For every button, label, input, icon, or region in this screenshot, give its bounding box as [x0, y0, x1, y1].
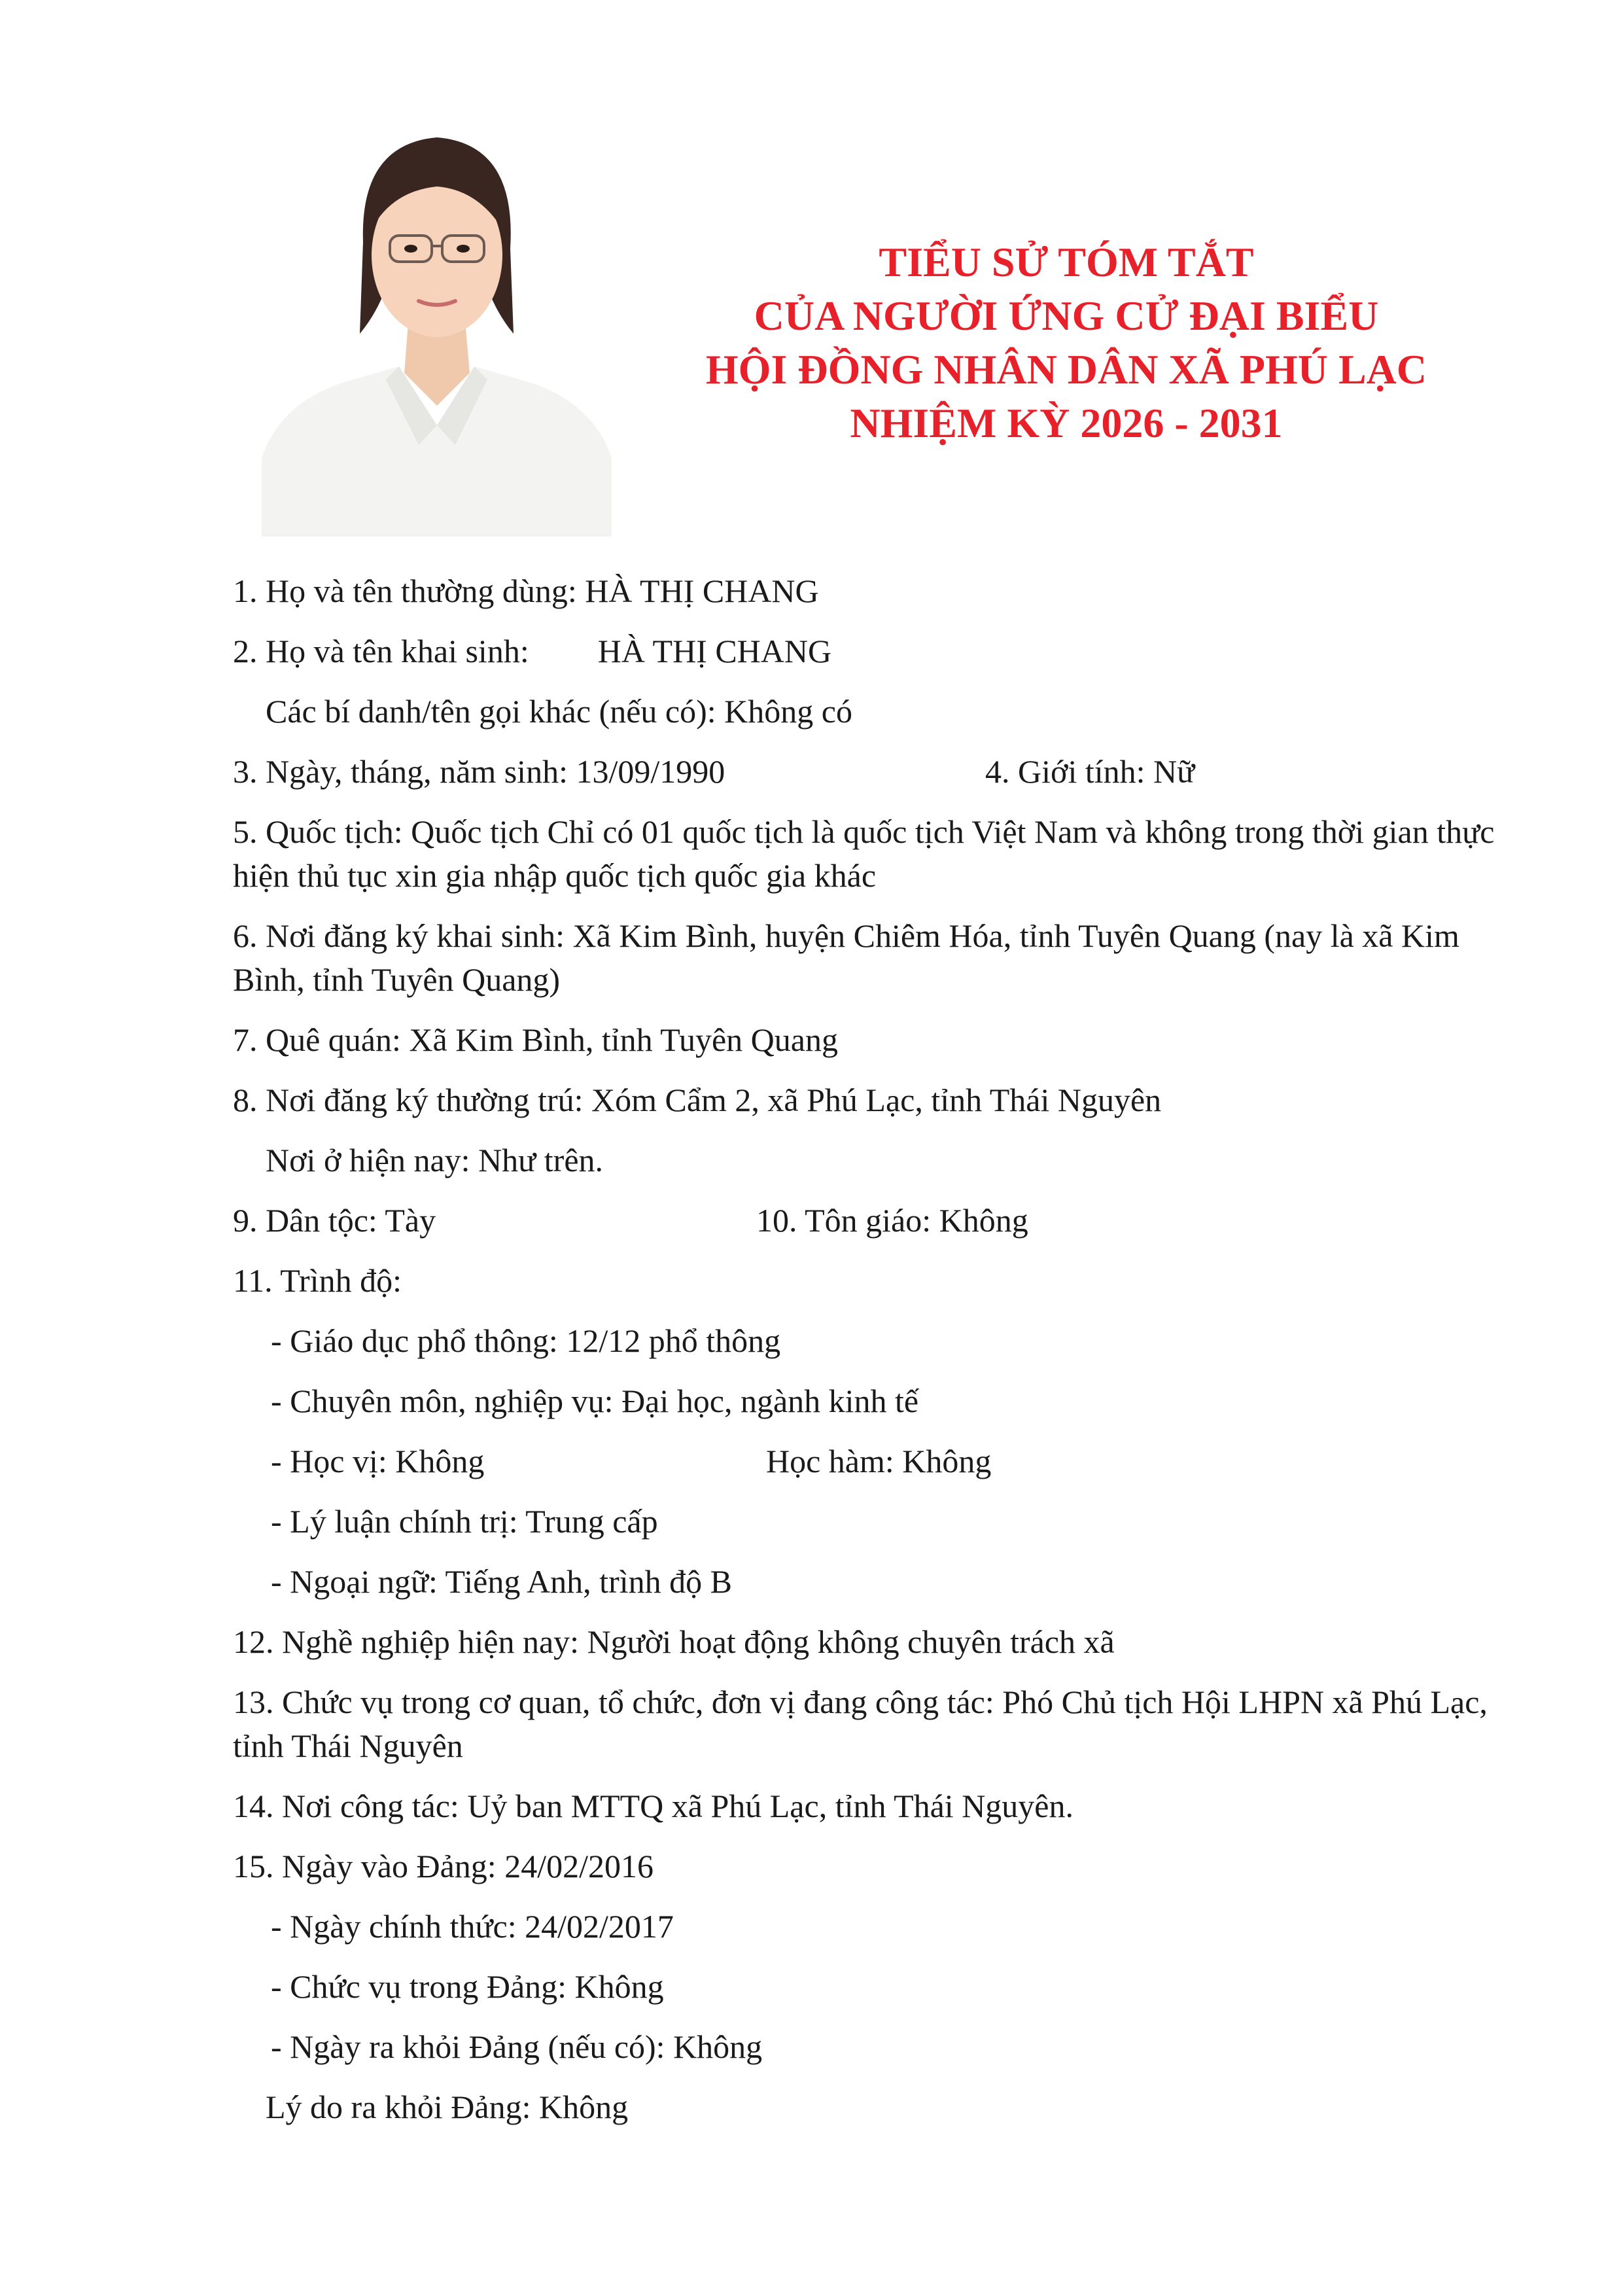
item-education-level: [233, 1259, 1509, 1303]
item-label: Các bí danh/tên gọi khác (nếu có):: [266, 693, 716, 730]
title-line-2: CỦA NGƯỜI ỨNG CỬ ĐẠI BIỂU: [754, 292, 1379, 339]
item-nationality: [233, 810, 1509, 898]
item-value: Xã Kim Bình, tỉnh Tuyên Quang: [409, 1021, 838, 1058]
item-religion: [756, 1199, 1028, 1243]
item-value: Không: [939, 1202, 1028, 1239]
item-aliases: [233, 690, 1509, 733]
item-label: 15. Ngày vào Đảng:: [233, 1848, 497, 1884]
item-party-join-date: [233, 1845, 1509, 1888]
item-value: Không có: [724, 693, 852, 730]
item-occupation: [233, 1620, 1509, 1664]
item-party-leave-date: [233, 2025, 1509, 2069]
document-title: [641, 236, 1492, 450]
item-birth-name: [233, 629, 1509, 673]
item-label: 2. Họ và tên khai sinh:: [233, 633, 529, 669]
item-foreign-language: [233, 1560, 1509, 1604]
item-permanent-residence: [233, 1078, 1509, 1122]
item-label: - Ngày chính thức:: [271, 1908, 517, 1945]
item-value: 24/02/2017: [525, 1908, 674, 1945]
item-label: 3. Ngày, tháng, năm sinh:: [233, 753, 568, 790]
item-label: 9. Dân tộc:: [233, 1202, 377, 1239]
item-current-residence: [233, 1139, 1509, 1182]
item-value: Đại học, ngành kinh tế: [621, 1383, 919, 1419]
item-label: Nơi ở hiện nay:: [266, 1142, 470, 1178]
item-value: HÀ THỊ CHANG: [597, 633, 832, 669]
item-label: - Chức vụ trong Đảng:: [271, 1968, 567, 2005]
item-label: 11. Trình độ:: [233, 1262, 402, 1299]
item-general-education: [233, 1319, 1509, 1363]
item-common-name: [233, 569, 1509, 613]
title-line-1: TIỂU SỬ TÓM TẮT: [879, 239, 1254, 285]
item-label: 1. Họ và tên thường dùng:: [233, 573, 577, 609]
item-professional: [233, 1379, 1509, 1423]
item-workplace: [233, 1784, 1509, 1828]
item-value: Trung cấp: [525, 1503, 658, 1540]
item-party-leave-reason: [233, 2085, 1509, 2129]
item-degree: [233, 1439, 1509, 1483]
item-political-theory: [233, 1500, 1509, 1544]
portrait-photo: [262, 118, 612, 537]
title-line-4: NHIỆM KỲ 2026 - 2031: [850, 400, 1283, 446]
item-ethnicity: [233, 1199, 1509, 1243]
biography-body: [233, 569, 1509, 2146]
item-value: Tày: [385, 1202, 436, 1239]
item-label: - Giáo dục phổ thông:: [271, 1322, 558, 1359]
item-value: HÀ THỊ CHANG: [585, 573, 819, 609]
item-label: - Học vị:: [271, 1443, 387, 1479]
portrait-icon: [262, 118, 612, 537]
item-value: Tiếng Anh, trình độ B: [445, 1563, 732, 1600]
item-position: [233, 1680, 1509, 1768]
item-label: 7. Quê quán:: [233, 1021, 401, 1058]
item-label: 5. Quốc tịch:: [233, 813, 403, 850]
item-birth-registration: [233, 914, 1509, 1002]
item-value: Không: [574, 1968, 664, 2005]
item-label: Lý do ra khỏi Đảng:: [266, 2089, 531, 2125]
item-label: Học hàm:: [766, 1443, 894, 1479]
item-value: Xã Kim Bình, huyện Chiêm Hóa, tỉnh Tuyên Quang (nay là xã Kim Bình, tỉnh Tuyên Quang): [233, 917, 1459, 998]
item-label: - Ngày ra khỏi Đảng (nếu có):: [271, 2028, 665, 2065]
item-party-official-date: [233, 1905, 1509, 1949]
item-value: Như trên.: [478, 1142, 604, 1178]
item-value: Không: [902, 1443, 992, 1479]
item-value: Người hoạt động không chuyên trách xã: [587, 1623, 1115, 1660]
item-value: Xóm Cẩm 2, xã Phú Lạc, tỉnh Thái Nguyên: [591, 1082, 1162, 1118]
item-label: 13. Chức vụ trong cơ quan, tổ chức, đơn vị đang công tác:: [233, 1684, 994, 1720]
item-value: 12/12 phổ thông: [566, 1322, 781, 1359]
item-value: Không: [395, 1443, 485, 1479]
item-value: Phó Chủ tịch Hội LHPN xã Phú Lạc, tỉnh Thái Nguyên: [233, 1684, 1488, 1764]
item-value: 24/02/2016: [504, 1848, 654, 1884]
item-value: Không: [673, 2028, 763, 2065]
item-hometown: [233, 1018, 1509, 1062]
item-value: Quốc tịch Chỉ có 01 quốc tịch là quốc tịch Việt Nam và không trong thời gian thực hiện thủ tục xin gia nhập quốc tịch quốc gia khác: [233, 813, 1495, 894]
item-value: Không: [538, 2089, 629, 2125]
item-value: Nữ: [1153, 753, 1195, 790]
item-gender: [985, 750, 1195, 794]
item-label: - Chuyên môn, nghiệp vụ:: [271, 1383, 614, 1419]
item-label: 4. Giới tính:: [985, 753, 1145, 790]
item-value: Uỷ ban MTTQ xã Phú Lạc, tỉnh Thái Nguyên.: [467, 1788, 1073, 1824]
title-line-3: HỘI ĐỒNG NHÂN DÂN XÃ PHÚ LẠC: [705, 346, 1427, 393]
item-value: 13/09/1990: [576, 753, 725, 790]
item-academic-title: [766, 1439, 991, 1483]
item-label: 6. Nơi đăng ký khai sinh:: [233, 917, 565, 954]
item-label: 12. Nghề nghiệp hiện nay:: [233, 1623, 580, 1660]
item-label: - Lý luận chính trị:: [271, 1503, 518, 1540]
item-label: 14. Nơi công tác:: [233, 1788, 459, 1824]
item-party-position: [233, 1965, 1509, 2009]
item-label: 8. Nơi đăng ký thường trú:: [233, 1082, 584, 1118]
item-birth-date: [233, 750, 1509, 794]
item-label: - Ngoại ngữ:: [271, 1563, 438, 1600]
item-label: 10. Tôn giáo:: [756, 1202, 932, 1239]
